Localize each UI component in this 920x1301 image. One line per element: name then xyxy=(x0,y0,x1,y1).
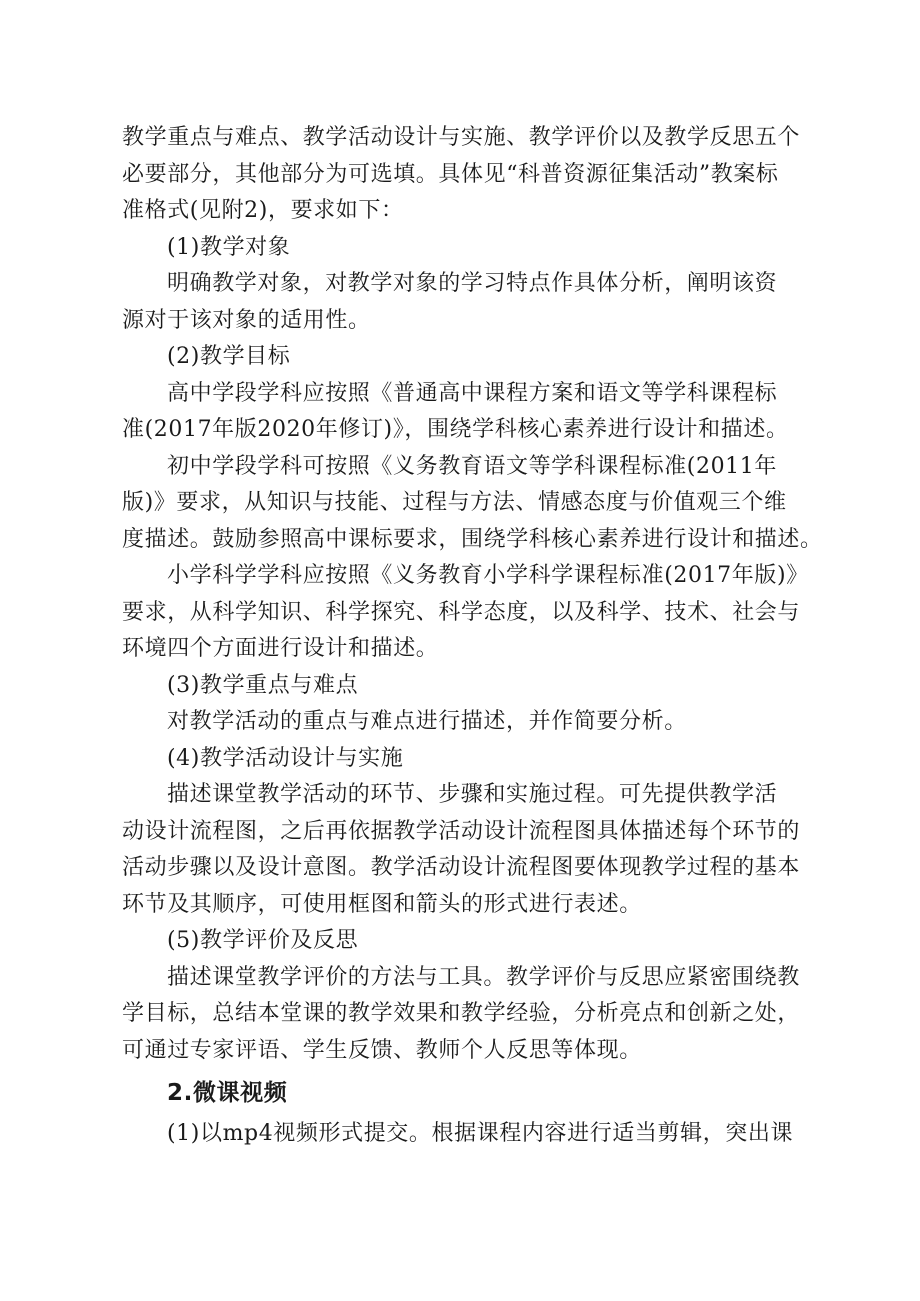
paragraph-line: 活动步骤以及设计意图。教学活动设计流程图要体现教学过程的基本 xyxy=(122,855,801,880)
paragraph-line: 度描述。鼓励参照高中课标要求，围绕学科核心素养进行设计和描述。 xyxy=(122,526,823,552)
paragraph-line: 动设计流程图，之后再依据教学活动设计流程图具体描述每个环节的 xyxy=(122,818,801,844)
paragraph-line: 可通过专家评语、学生反馈、教师个人反思等体现。 xyxy=(122,1037,642,1063)
paragraph-line: 环境四个方面进行设计和描述。 xyxy=(122,636,439,661)
section-heading-key-difficult-points: (3)教学重点与难点 xyxy=(167,672,359,698)
paragraph-line: 源对于该对象的适用性。 xyxy=(122,307,371,333)
paragraph-line: 描述课堂教学活动的环节、步骤和实施过程。可先提供教学活 xyxy=(167,782,778,807)
section-heading-evaluation-reflection: (5)教学评价及反思 xyxy=(167,928,359,953)
paragraph-line: 小学科学学科应按照《义务教育小学科学课程标准(2017年版)》 xyxy=(167,563,809,588)
paragraph-line: 描述课堂教学评价的方法与工具。教学评价与反思应紧密围绕教 xyxy=(167,964,800,990)
paragraph-line: 初中学段学科可按照《义务教育语文等学科课程标准(2011年 xyxy=(167,453,777,479)
paragraph-line: (1)以mp4视频形式提交。根据课程内容进行适当剪辑，突出课 xyxy=(167,1120,794,1146)
section-heading-micro-video: 2.微课视频 xyxy=(167,1080,288,1106)
paragraph-line: 版)》要求，从知识与技能、过程与方法、情感态度与价值观三个维 xyxy=(122,490,787,515)
paragraph-line: 高中学段学科应按照《普通高中课程方案和语文等学科课程标 xyxy=(167,380,778,406)
document-body xyxy=(122,120,823,1152)
section-heading-teaching-goal: (2)教学目标 xyxy=(167,344,291,369)
paragraph-line: 教学重点与难点、教学活动设计与实施、教学评价以及教学反思五个 xyxy=(122,125,801,150)
paragraph-line: 准(2017年版2020年修订)》，围绕学科核心素养进行设计和描述。 xyxy=(122,417,789,442)
paragraph-line: 要求，从科学知识、科学探究、科学态度，以及科学、技术、社会与 xyxy=(122,599,801,625)
paragraph-line: 对教学活动的重点与难点进行描述，并作简要分析。 xyxy=(167,709,687,734)
section-heading-activity-design: (4)教学活动设计与实施 xyxy=(167,745,404,771)
paragraph-line: 必要部分，其他部分为可选填。具体见“科普资源征集活动”教案标 xyxy=(122,161,779,187)
section-heading-teaching-target: (1)教学对象 xyxy=(167,234,291,260)
paragraph-line: 准格式(见附2)，要求如下： xyxy=(122,198,404,223)
paragraph-line: 学目标，总结本堂课的教学效果和教学经验，分析亮点和创新之处， xyxy=(122,1001,801,1026)
paragraph-line: 环节及其顺序，可使用框图和箭头的形式进行表述。 xyxy=(122,891,642,917)
paragraph-line: 明确教学对象，对教学对象的学习特点作具体分析，阐明该资 xyxy=(167,271,778,296)
